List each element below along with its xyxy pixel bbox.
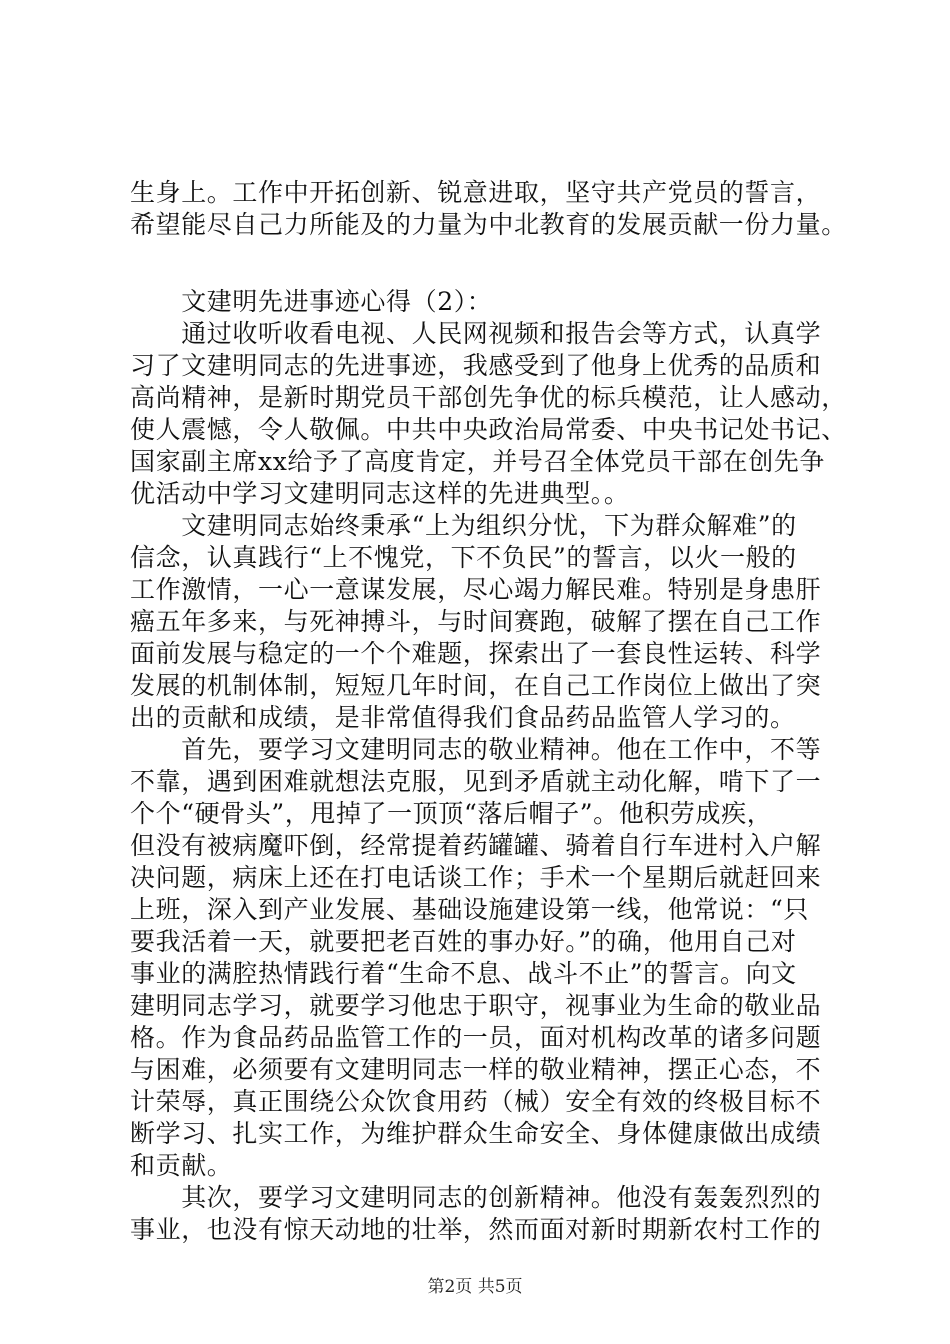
- text-line: 习了文建明同志的先进事迹，我感受到了他身上优秀的品质和: [130, 351, 822, 380]
- text-line: 使人震憾，令人敬佩。中共中央政治局常委、中央书记处书记、: [130, 415, 847, 444]
- text-line: 发展的机制体制，短短几年时间，在自己工作岗位上做出了突: [130, 671, 822, 700]
- text-line: 事业，也没有惊天动地的壮举，然而面对新时期新农村工作的: [130, 1215, 822, 1244]
- text-line: 通过收听收看电视、人民网视频和报告会等方式，认真学: [130, 319, 822, 348]
- text-line: 不靠，遇到困难就想法克服，见到矛盾就主动化解，啃下了一: [130, 767, 822, 796]
- text-line: 文建明同志始终秉承“上为组织分忧，下为群众解难”的: [130, 511, 797, 540]
- text-line: 其次，要学习文建明同志的创新精神。他没有轰轰烈烈的: [130, 1183, 822, 1212]
- text-line: 但没有被病魔吓倒，经常提着药罐罐、骑着自行车进村入户解: [130, 831, 822, 860]
- text-line: 癌五年多来，与死神搏斗，与时间赛跑，破解了摆在自己工作: [130, 607, 822, 636]
- text-line: 上班，深入到产业发展、基础设施建设第一线，他常说：“只: [130, 895, 809, 924]
- page-number-footer: 第2页 共5页: [427, 1277, 523, 1297]
- text-line: 面前发展与稳定的一个个难题，探索出了一套良性运转、科学: [130, 639, 822, 668]
- text-line: 和贡献。: [130, 1151, 233, 1180]
- text-line: 信念，认真践行“上不愧党，下不负民”的誓言，以火一般的: [130, 543, 797, 572]
- text-line: 计荣辱，真正围绕公众饮食用药（械）安全有效的终极目标不: [130, 1087, 822, 1116]
- text-line: 工作激情，一心一意谋发展，尽心竭力解民难。特别是身患肝: [130, 575, 822, 604]
- text-line: 要我活着一天，就要把老百姓的事办好。”的确，他用自己对: [130, 927, 797, 956]
- text-line: 首先，要学习文建明同志的敬业精神。他在工作中，不等: [130, 735, 822, 764]
- text-line: 格。作为食品药品监管工作的一员，面对机构改革的诸多问题: [130, 1023, 822, 1052]
- text-line: 个个“硬骨头”，甩掉了一顶顶“落后帽子”。他积劳成疾，: [130, 799, 773, 828]
- text-line: 出的贡献和成绩，是非常值得我们食品药品监管人学习的。: [130, 703, 796, 732]
- text-line: 优活动中学习文建明同志这样的先进典型。。: [130, 479, 630, 508]
- text-line: 生身上。工作中开拓创新、锐意进取，坚守共产党员的誓言，: [130, 178, 822, 207]
- text-line: 决问题，病床上还在打电话谈工作；手术一个星期后就赶回来: [130, 863, 822, 892]
- text-line: 断学习、扎实工作，为维护群众生命安全、身体健康做出成绩: [130, 1119, 822, 1148]
- text-line: 国家副主席xx给予了高度肯定，并号召全体党员干部在创先争: [130, 447, 826, 476]
- text-line: 建明同志学习，就要学习他忠于职守，视事业为生命的敬业品: [130, 991, 822, 1020]
- text-line: 高尚精神，是新时期党员干部创先争优的标兵模范，让人感动，: [130, 383, 847, 412]
- text-line: 与困难，必须要有文建明同志一样的敬业精神，摆正心态，不: [130, 1055, 822, 1084]
- text-line: 事业的满腔热情践行着“生命不息、战斗不止”的誓言。向文: [130, 959, 797, 988]
- text-line: 希望能尽自己力所能及的力量为中北教育的发展贡献一份力量。: [130, 210, 847, 239]
- section-heading: 文建明先进事迹心得（2）：: [130, 287, 493, 316]
